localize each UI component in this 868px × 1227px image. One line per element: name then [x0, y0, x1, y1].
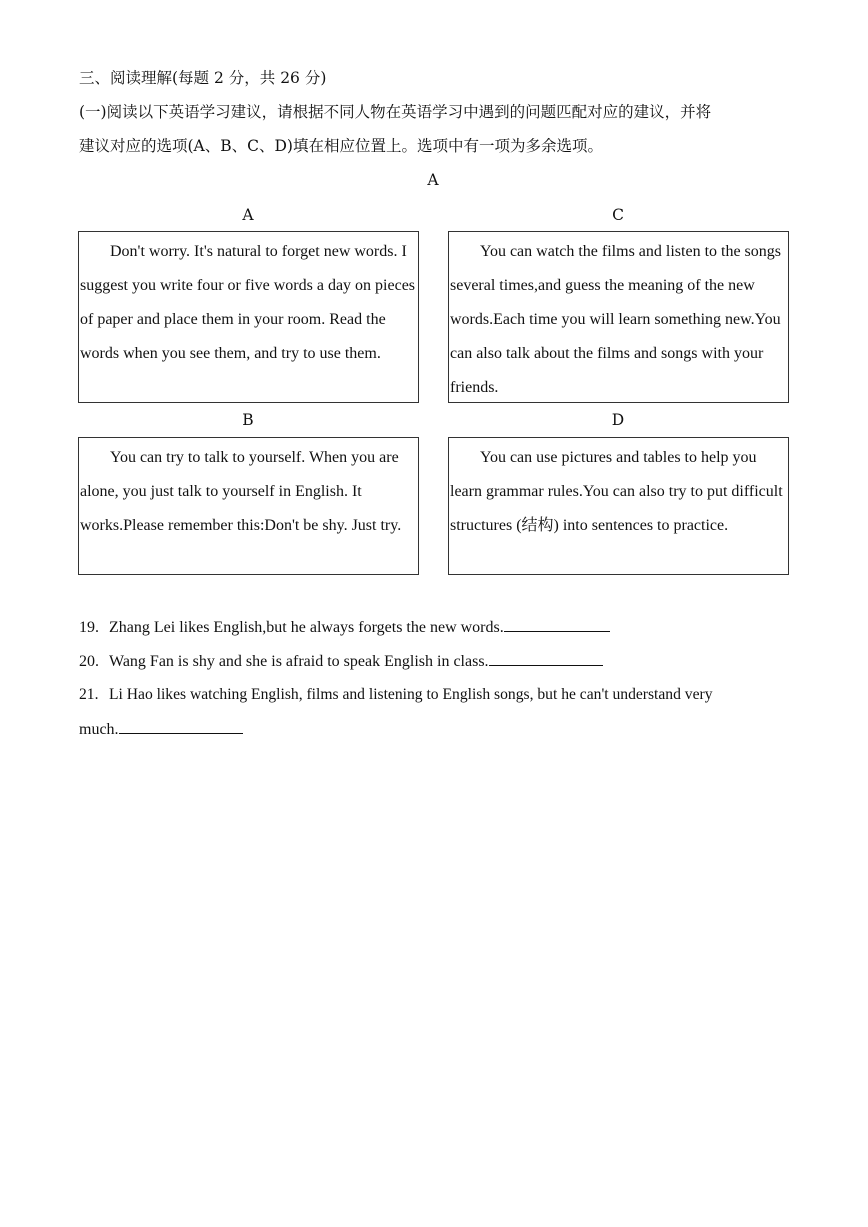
question-text-cont: much.	[79, 721, 119, 738]
option-text-c: You can watch the films and listen to the songs several times,and guess the meaning of the new words.Each time you will learn something new.You can also talk about the films and songs with your friends.	[450, 243, 782, 396]
option-label-d: D	[611, 411, 625, 429]
option-box-c	[448, 231, 789, 403]
option-label-b: B	[242, 411, 254, 429]
option-label-a: A	[242, 206, 254, 224]
option-box-d	[448, 437, 789, 575]
question-text: Li Hao likes watching English, films and listening to English songs, but he can't understand very	[109, 686, 713, 703]
option-text-d: You can use pictures and tables to help you learn grammar rules.You can also try to put difficult structures (结构) into sentences to practice.	[450, 449, 783, 534]
option-label-c: C	[612, 206, 624, 224]
option-text-b: You can try to talk to yourself. When you are alone, you just talk to yourself in English. It works.Please remember this:Don't be shy. Just try.	[80, 449, 402, 534]
question-number: 21.	[79, 686, 99, 703]
center-label: A	[427, 171, 439, 189]
option-box-b	[78, 437, 419, 575]
instruction-line-2: 建议对应的选项(A、B、C、D)填在相应位置上。选项中有一项为多余选项。	[79, 137, 603, 155]
answer-blank[interactable]	[489, 651, 603, 666]
question-text: Zhang Lei likes English,but he always forgets the new words.	[109, 619, 504, 636]
question-text: Wang Fan is shy and she is afraid to speak English in class.	[109, 653, 489, 670]
instruction-line-1: (一)阅读以下英语学习建议，请根据不同人物在英语学习中遇到的问题匹配对应的建议，并将	[79, 103, 712, 121]
question-21-continued	[79, 719, 243, 740]
question-number: 19.	[79, 619, 99, 636]
answer-blank[interactable]	[119, 719, 243, 734]
question-21	[79, 685, 713, 705]
question-19	[79, 617, 610, 638]
option-text-a: Don't worry. It's natural to forget new words. I suggest you write four or five words a day on pieces of paper and place them in your room. Read the words when you see them, and try to use them.	[80, 243, 416, 362]
option-box-a	[78, 231, 419, 403]
section-title: 三、阅读理解(每题 2 分，共 26 分)	[79, 69, 327, 87]
question-20	[79, 651, 603, 672]
answer-blank[interactable]	[504, 617, 610, 632]
question-number: 20.	[79, 653, 99, 670]
